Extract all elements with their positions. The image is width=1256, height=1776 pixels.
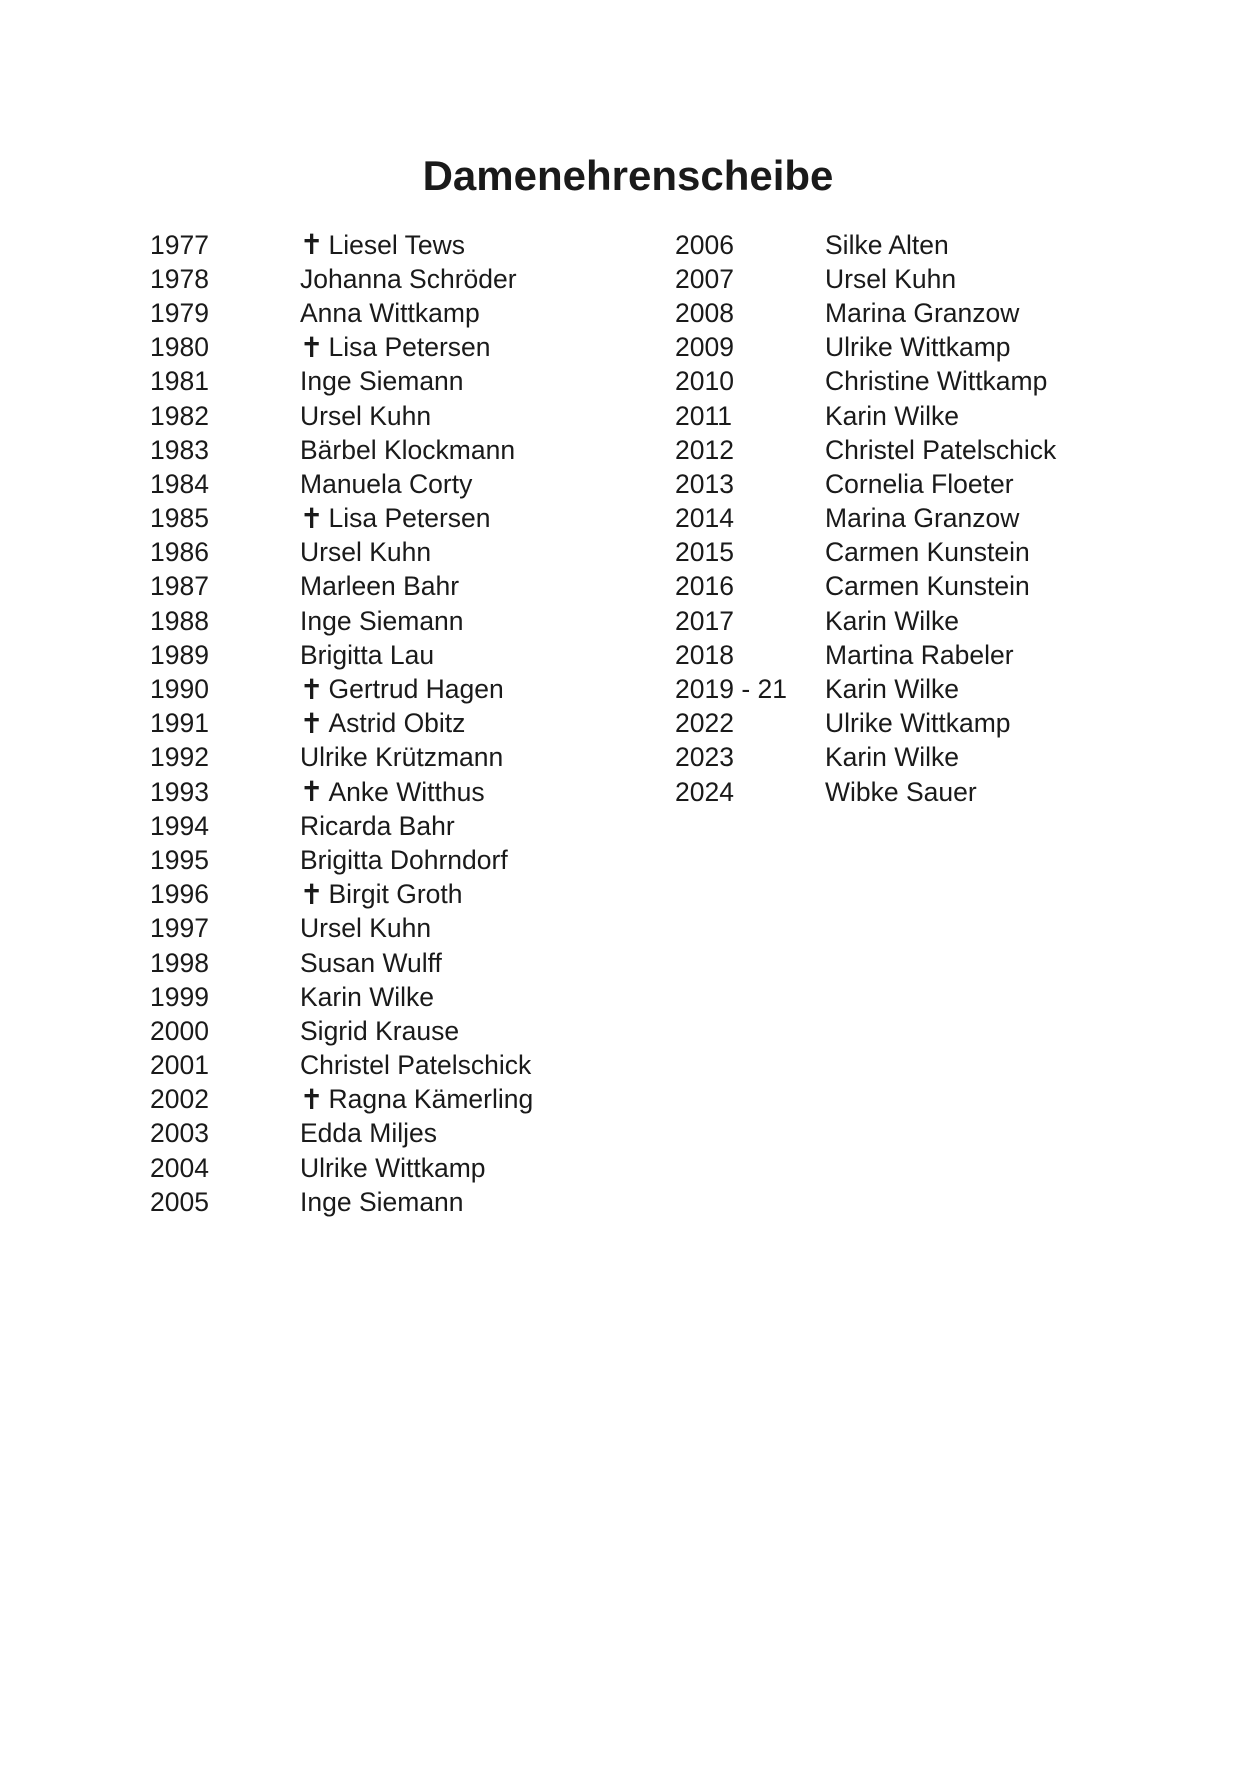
right-column-list: [675, 228, 1056, 809]
winner-entry: [825, 469, 1014, 500]
year-label: 2002: [150, 1084, 209, 1115]
winner-name: Sigrid Krause: [300, 1015, 460, 1046]
winner-entry: [300, 1187, 464, 1218]
year-label: 1995: [150, 844, 209, 875]
winner-entry: [300, 1050, 531, 1081]
winner-entry: [300, 1118, 437, 1149]
winner-entry: [825, 537, 1030, 568]
winner-name: Christine Wittkamp: [825, 366, 1048, 397]
winner-entry: [300, 845, 508, 876]
list-item: [150, 399, 533, 433]
list-item: [150, 912, 533, 946]
year-label: 2024: [675, 776, 734, 807]
year-label: 1997: [150, 913, 209, 944]
list-item: [675, 331, 1056, 365]
winner-name: Ricarda Bahr: [300, 810, 455, 841]
year-label: 2005: [150, 1186, 209, 1217]
winner-entry: [300, 1016, 459, 1047]
winner-name: Karin Wilke: [825, 674, 960, 705]
year-label: 1994: [150, 810, 209, 841]
winner-entry: [300, 435, 515, 466]
list-item: [150, 1151, 533, 1185]
list-item: [675, 604, 1056, 638]
list-item: [150, 502, 533, 536]
winner-entry: [825, 674, 959, 705]
list-item: [150, 980, 533, 1014]
winner-entry: [300, 503, 491, 534]
winner-name: Karin Wilke: [825, 605, 960, 636]
year-label: 1998: [150, 947, 209, 978]
year-label: 2008: [675, 297, 734, 328]
list-item: [150, 331, 533, 365]
winner-entry: [300, 674, 504, 705]
winner-entry: [300, 537, 431, 568]
winner-name: Brigitta Dohrndorf: [300, 844, 508, 875]
winner-name: Brigitta Lau: [300, 639, 435, 670]
list-item: [675, 399, 1056, 433]
winner-name: Karin Wilke: [825, 400, 960, 431]
year-label: 2006: [675, 229, 734, 260]
year-label: 2014: [675, 503, 734, 534]
winner-name: Wibke Sauer: [825, 776, 977, 807]
winner-entry: [825, 298, 1019, 329]
winner-name: Christel Patelschick: [825, 434, 1057, 465]
year-label: 1977: [150, 229, 209, 260]
winner-entry: [300, 948, 442, 979]
year-label: 2016: [675, 571, 734, 602]
winner-entry: [300, 982, 434, 1013]
list-item: [150, 1117, 533, 1151]
list-item: [150, 775, 533, 809]
list-item: [150, 672, 533, 706]
winner-name: Ursel Kuhn: [300, 913, 432, 944]
winner-name: Inge Siemann: [300, 1186, 464, 1217]
winner-entry: [300, 879, 462, 910]
winner-entry: [300, 469, 472, 500]
list-item: [150, 228, 533, 262]
list-item: [675, 365, 1056, 399]
winner-entry: [825, 777, 977, 808]
list-item: [675, 570, 1056, 604]
year-label: 1993: [150, 776, 209, 807]
winner-name: Ragna Kämerling: [328, 1084, 534, 1115]
winner-name: Johanna Schröder: [300, 263, 517, 294]
winner-entry: [825, 571, 1030, 602]
year-label: 2000: [150, 1015, 209, 1046]
winner-entry: [300, 230, 465, 261]
winner-name: Bärbel Klockmann: [300, 434, 516, 465]
year-label: 2023: [675, 742, 734, 773]
year-label: 2019 - 21: [675, 674, 787, 705]
winner-entry: [825, 606, 959, 637]
winner-name: Lisa Petersen: [328, 332, 491, 363]
left-column-list: [150, 228, 533, 1219]
year-label: 1982: [150, 400, 209, 431]
winner-name: Lisa Petersen: [328, 503, 491, 534]
winner-name: Martina Rabeler: [825, 639, 1014, 670]
year-label: 1978: [150, 263, 209, 294]
list-item: [150, 1083, 533, 1117]
year-label: 1979: [150, 297, 209, 328]
year-label: 1996: [150, 879, 209, 910]
winner-name: Ulrike Wittkamp: [300, 1152, 486, 1183]
winner-entry: [300, 264, 517, 295]
list-item: [150, 433, 533, 467]
year-label: 2012: [675, 434, 734, 465]
winner-name: Astrid Obitz: [328, 708, 466, 739]
winner-name: Anna Wittkamp: [300, 297, 480, 328]
list-item: [675, 707, 1056, 741]
year-label: 2022: [675, 708, 734, 739]
winner-entry: [825, 230, 949, 261]
year-label: 1989: [150, 639, 209, 670]
winner-name: Ursel Kuhn: [300, 537, 432, 568]
list-item: [150, 365, 533, 399]
winner-name: Carmen Kunstein: [825, 571, 1030, 602]
year-label: 1999: [150, 981, 209, 1012]
winner-name: Christel Patelschick: [300, 1050, 532, 1081]
page-title: Damenehrenscheibe: [422, 152, 834, 199]
winner-entry: [825, 332, 1011, 363]
winner-entry: [300, 332, 491, 363]
winner-name: Inge Siemann: [300, 605, 464, 636]
list-item: [675, 741, 1056, 775]
winner-entry: [300, 777, 485, 808]
winner-entry: [825, 366, 1047, 397]
winner-entry: [300, 298, 480, 329]
list-item: [150, 878, 533, 912]
year-label: 1988: [150, 605, 209, 636]
winner-entry: [300, 401, 431, 432]
cross-icon: ✝: [300, 1083, 324, 1115]
year-label: 2015: [675, 537, 734, 568]
list-item: [675, 467, 1056, 501]
winner-entry: [300, 1084, 533, 1115]
year-label: 1985: [150, 503, 209, 534]
winner-entry: [825, 401, 959, 432]
cross-icon: ✝: [300, 776, 324, 808]
winner-entry: [825, 435, 1056, 466]
year-label: 2013: [675, 468, 734, 499]
list-item: [675, 672, 1056, 706]
winner-name: Susan Wulff: [300, 947, 442, 978]
winner-entry: [300, 1153, 486, 1184]
cross-icon: ✝: [300, 878, 324, 910]
year-label: 2001: [150, 1050, 209, 1081]
year-label: 2010: [675, 366, 734, 397]
year-label: 1992: [150, 742, 209, 773]
winner-entry: [825, 264, 956, 295]
list-item: [675, 228, 1056, 262]
list-item: [675, 433, 1056, 467]
winner-entry: [825, 503, 1019, 534]
list-item: [150, 1185, 533, 1219]
winner-name: Ulrike Krützmann: [300, 742, 504, 773]
list-item: [150, 1014, 533, 1048]
list-item: [150, 296, 533, 330]
list-item: [150, 638, 533, 672]
winner-entry: [300, 913, 431, 944]
list-item: [150, 262, 533, 296]
year-label: 1983: [150, 434, 209, 465]
winner-name: Marina Granzow: [825, 503, 1020, 534]
winner-name: Anke Witthus: [328, 776, 485, 807]
year-label: 1987: [150, 571, 209, 602]
winner-name: Marina Granzow: [825, 297, 1020, 328]
winner-entry: [825, 640, 1014, 671]
cross-icon: ✝: [300, 707, 324, 739]
list-item: [150, 707, 533, 741]
year-label: 2004: [150, 1152, 209, 1183]
year-label: 1980: [150, 332, 209, 363]
winner-name: Ulrike Wittkamp: [825, 332, 1011, 363]
year-label: 2009: [675, 332, 734, 363]
winner-entry: [300, 708, 465, 739]
winner-name: Manuela Corty: [300, 468, 473, 499]
list-item: [150, 467, 533, 501]
winner-entry: [300, 811, 455, 842]
winner-entry: [300, 571, 459, 602]
winner-name: Silke Alten: [825, 229, 949, 260]
winner-entry: [300, 742, 503, 773]
winner-name: Ursel Kuhn: [300, 400, 432, 431]
list-item: [150, 946, 533, 980]
winner-name: Ulrike Wittkamp: [825, 708, 1011, 739]
year-label: 1984: [150, 468, 209, 499]
list-item: [150, 1049, 533, 1083]
year-label: 1990: [150, 674, 209, 705]
year-label: 2007: [675, 263, 734, 294]
cross-icon: ✝: [300, 229, 324, 261]
winner-name: Karin Wilke: [825, 742, 960, 773]
winner-name: Karin Wilke: [300, 981, 435, 1012]
list-item: [675, 502, 1056, 536]
list-item: [150, 843, 533, 877]
list-item: [675, 296, 1056, 330]
year-label: 2011: [675, 400, 732, 431]
list-item: [150, 741, 533, 775]
winner-name: Ursel Kuhn: [825, 263, 957, 294]
winner-name: Gertrud Hagen: [328, 674, 504, 705]
winner-name: Edda Miljes: [300, 1118, 437, 1149]
winner-entry: [825, 708, 1011, 739]
list-item: [150, 809, 533, 843]
year-label: 1986: [150, 537, 209, 568]
winner-name: Cornelia Floeter: [825, 468, 1014, 499]
list-item: [675, 638, 1056, 672]
list-item: [675, 262, 1056, 296]
winner-name: Liesel Tews: [328, 229, 465, 260]
winner-entry: [300, 606, 464, 637]
cross-icon: ✝: [300, 502, 324, 534]
winner-entry: [300, 366, 464, 397]
winner-entry: [300, 640, 434, 671]
cross-icon: ✝: [300, 331, 324, 363]
list-item: [150, 536, 533, 570]
year-label: 1981: [150, 366, 209, 397]
year-label: 2018: [675, 639, 734, 670]
list-item: [150, 604, 533, 638]
year-label: 1991: [150, 708, 209, 739]
year-label: 2017: [675, 605, 734, 636]
list-item: [675, 775, 1056, 809]
winner-name: Marleen Bahr: [300, 571, 460, 602]
year-label: 2003: [150, 1118, 209, 1149]
list-item: [675, 536, 1056, 570]
cross-icon: ✝: [300, 673, 324, 705]
winner-name: Carmen Kunstein: [825, 537, 1030, 568]
winner-name: Inge Siemann: [300, 366, 464, 397]
list-item: [150, 570, 533, 604]
winner-entry: [825, 742, 959, 773]
winner-name: Birgit Groth: [328, 879, 463, 910]
